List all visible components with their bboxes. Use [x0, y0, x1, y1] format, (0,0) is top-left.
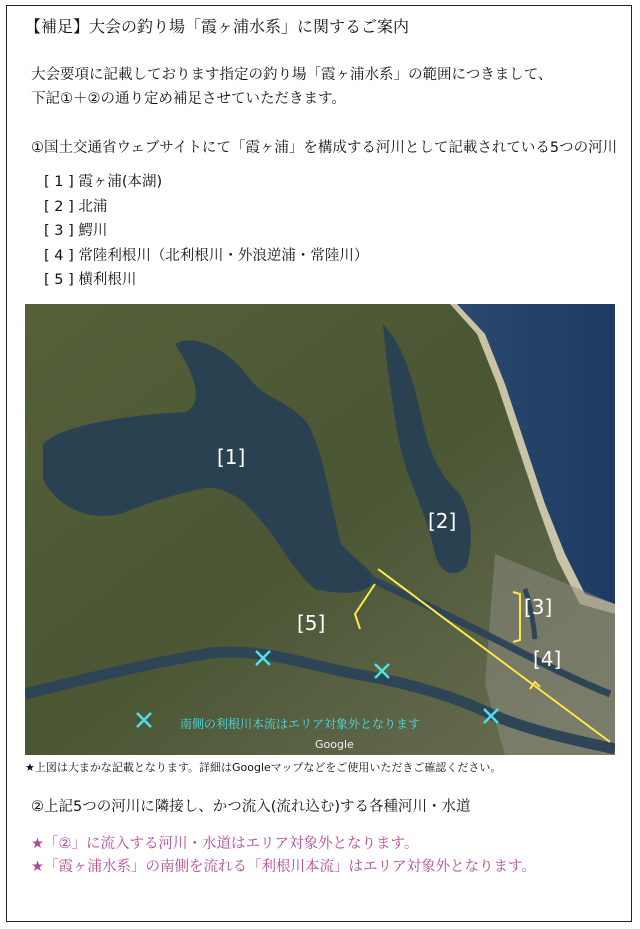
- exclusion-text: 南側の利根川本流はエリア対象外となります: [180, 717, 421, 731]
- map-label-2: [2]: [428, 509, 457, 533]
- river-list: [44, 170, 368, 293]
- river-item: [ 1 ] 霞ヶ浦(本湖): [44, 174, 163, 190]
- section-1-heading: ①国土交通省ウェブサイトにて「霞ヶ浦」を構成する河川として記載されている5つの河川: [31, 140, 618, 156]
- intro-line: 大会要項に記載しております指定の釣り場「霞ヶ浦水系」の範囲につきまして、: [31, 67, 553, 83]
- map-label-4: [4]: [533, 647, 562, 671]
- warning-line: ★「霞ヶ浦水系」の南側を流れる「利根川本流」はエリア対象外となります。: [31, 859, 536, 875]
- river-item: [ 3 ] 鰐川: [44, 223, 108, 240]
- river-item: [ 2 ] 北浦: [44, 198, 108, 215]
- intro-line: 下記①＋②の通り定め補足させていただきます。: [31, 91, 346, 107]
- river-item: [ 5 ] 横利根川: [44, 272, 137, 289]
- map-label-5: [5]: [297, 611, 326, 635]
- section-2-heading: ②上記5つの河川に隣接し、かつ流入(流れ込む)する各種河川・水道: [31, 799, 471, 815]
- warning-line: ★「②」に流入する河川・水道はエリア対象外となります。: [31, 836, 419, 852]
- map-label-3: [3]: [524, 595, 553, 619]
- map-label-1: [1]: [217, 445, 246, 469]
- page-title: 【補足】大会の釣り場「霞ヶ浦水系」に関するご案内: [25, 17, 410, 36]
- google-watermark: Google: [315, 738, 354, 751]
- map-svg: [25, 304, 615, 755]
- intro-text: [31, 63, 552, 111]
- satellite-map: [25, 304, 615, 755]
- map-note: ★上図は大まかな記載となります。詳細はGoogleマップなどをご使用いただきご確認ください。: [25, 761, 502, 774]
- river-item: [ 4 ] 常陸利根川（北利根川・外浪逆浦・常陸川）: [44, 247, 369, 264]
